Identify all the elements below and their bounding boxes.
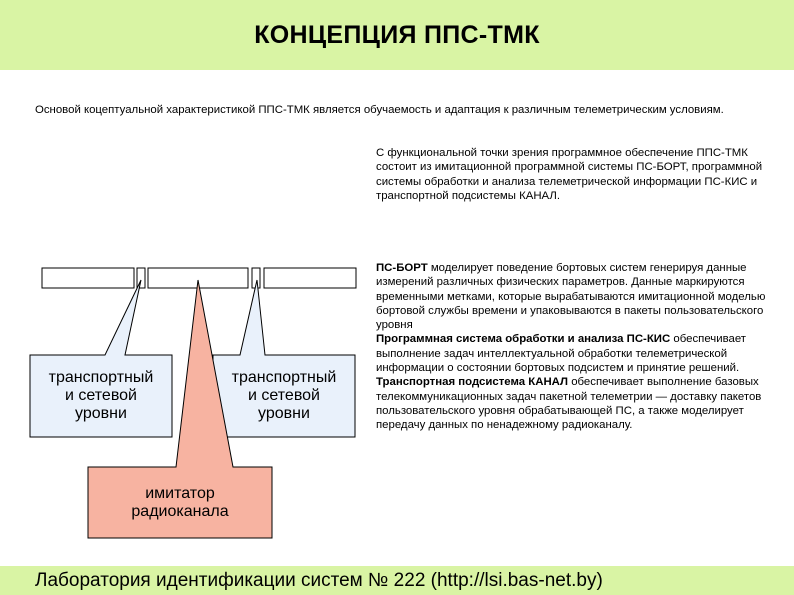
kanal-term: Транспортная подсистема КАНАЛ (376, 376, 569, 389)
title-bar (0, 0, 794, 70)
left-callout-label: транспортный и сетевой уровни (48, 369, 154, 422)
bort-term: ПС-БОРТ (376, 262, 428, 274)
block-left (42, 268, 134, 288)
functional-paragraph: С функциональной точки зрения программное обеспечение ППС-ТМК состоит из имитационной программной системы ПС-БОРТ, программной системы обработки и анализа телеметрической информации ПС-КИС и транспортной подсистемы КАНАЛ. (376, 147, 763, 202)
kanal-text: обеспечивает выполнение базовых телекоммуникационных задач пакетной телеметрии — доставку пакетов пользовательского уровня обрабатывающей ПС, а также моделирует передачу данных по ненадежному радиоканалу. (376, 376, 762, 432)
details-paragraph (376, 261, 781, 433)
footer-text: Лаборатория идентификации систем № 222 (http://lsi.bas-net.by) (35, 570, 603, 591)
kis-text: обеспечивает выполнение задач интеллектуальной обработки телеметрической информации о состоянии бортовых подсистем и принятие решений. (376, 333, 746, 375)
kis-term: Программная система обработки и анализа ПС-КИС (376, 333, 671, 346)
footer-bar (0, 566, 794, 595)
block-right (264, 268, 356, 288)
bort-text: моделирует поведение бортовых систем генерируя данные измерений различных физических параметров. Данные маркируются временными метками, которые вырабатываются имитационной моделью бортовой службы времени и упаковываются в пакеты пользовательского уровня (376, 262, 766, 332)
page-title: КОНЦЕПЦИЯ ППС-ТМК (254, 20, 540, 49)
architecture-diagram (0, 255, 370, 545)
intro-paragraph: Основой коцептуальной характеристикой ППС-ТМК является обучаемость и адаптация к различным телеметрическим условиям. (35, 104, 724, 116)
radio-callout-label: имитатор радиоканала (131, 485, 229, 520)
right-callout-label: транспортный и сетевой уровни (231, 369, 337, 422)
